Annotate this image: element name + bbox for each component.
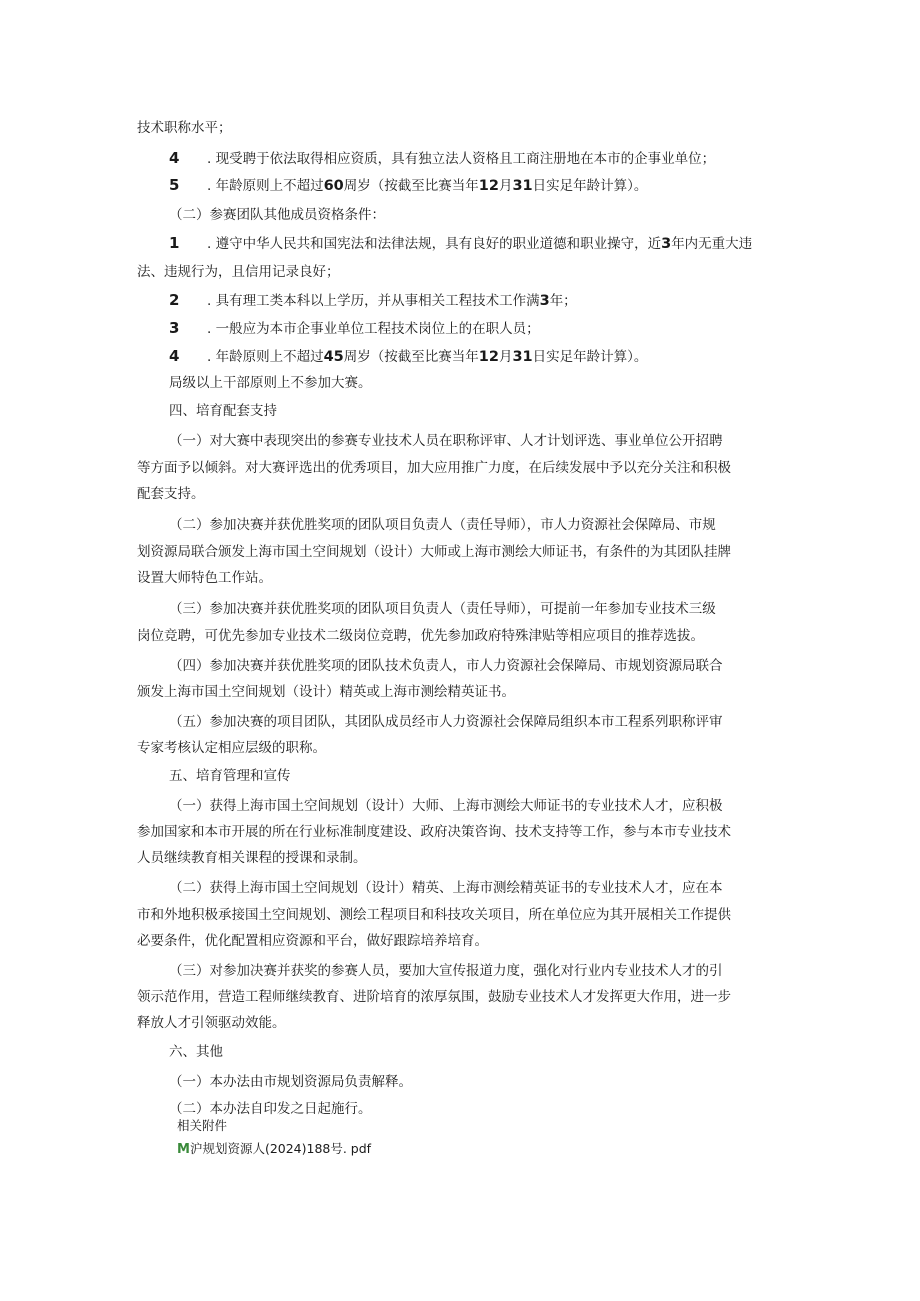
attachment-file-name[interactable]: 沪规划资源人(2024)188号. pdf bbox=[189, 1141, 372, 1156]
day-number: 31 bbox=[512, 349, 533, 365]
subsection-heading: （二）参赛团队其他成员资格条件： bbox=[169, 207, 385, 223]
text-line: 法、违规行为，且信用记录良好； bbox=[137, 264, 340, 280]
list-text: 月 bbox=[498, 178, 513, 194]
text-line: 技术职称水平； bbox=[137, 120, 232, 136]
list-number: 4 bbox=[169, 347, 180, 365]
list-item bbox=[169, 148, 829, 169]
paragraph-line: （五）参加决赛的项目团队，其团队成员经市人力资源社会保障局组织本市工程系列职称评审 bbox=[169, 714, 723, 730]
list-number: 4 bbox=[169, 149, 180, 167]
years-number: 3 bbox=[539, 293, 550, 309]
list-text: . 年龄原则上不超过 bbox=[207, 349, 324, 365]
list-text: 周岁（按截至比赛当年 bbox=[343, 178, 479, 194]
day-number: 31 bbox=[512, 178, 533, 194]
attachment-link[interactable] bbox=[177, 1140, 371, 1159]
paragraph-line: （二）获得上海市国土空间规划（设计）精英、上海市测绘精英证书的专业技术人才，应在本 bbox=[169, 880, 723, 896]
text-line: （二）本办法自印发之日起施行。 bbox=[169, 1101, 372, 1117]
list-number: 1 bbox=[169, 234, 180, 252]
list-item bbox=[169, 290, 829, 311]
pdf-file-icon: M bbox=[177, 1142, 190, 1157]
paragraph-line: 配套支持。 bbox=[137, 486, 205, 502]
list-text: . 遵守中华人民共和国宪法和法律法规，具有良好的职业道德和职业操守，近 bbox=[207, 236, 662, 252]
list-text: . 年龄原则上不超过 bbox=[207, 178, 324, 194]
paragraph-line: 颁发上海市国土空间规划（设计）精英或上海市测绘精英证书。 bbox=[137, 684, 515, 700]
paragraph-line: （三）参加决赛并获优胜奖项的团队项目负责人（责任导师），可提前一年参加专业技术三级 bbox=[169, 601, 716, 617]
paragraph-line: 市和外地积极承接国土空间规划、测绘工程项目和科技攻关项目，所在单位应为其开展相关工作提供 bbox=[137, 907, 731, 923]
list-text: . 现受聘于依法取得相应资质，具有独立法人资格且工商注册地在本市的企事业单位； bbox=[207, 151, 716, 167]
list-text: 月 bbox=[498, 349, 513, 365]
list-number: 3 bbox=[169, 319, 180, 337]
list-text: 年； bbox=[549, 293, 577, 309]
section-heading: 五、培育管理和宣传 bbox=[169, 768, 291, 784]
paragraph-line: 设置大师特色工作站。 bbox=[137, 570, 272, 586]
paragraph-line: 岗位竞聘，可优先参加专业技术二级岗位竞聘，优先参加政府特殊津贴等相应项目的推荐选拔。 bbox=[137, 628, 704, 644]
paragraph-line: 专家考核认定相应层级的职称。 bbox=[137, 740, 326, 756]
list-item bbox=[169, 233, 829, 254]
list-text: 日实足年龄计算）。 bbox=[532, 178, 648, 194]
month-number: 12 bbox=[478, 178, 499, 194]
paragraph-line: 领示范作用，营造工程师继续教育、进阶培育的浓厚氛围，鼓励专业技术人才发挥更大作用，进一步 bbox=[137, 989, 731, 1005]
list-item bbox=[169, 346, 829, 367]
attachments-label: 相关附件 bbox=[177, 1118, 228, 1133]
text-line: 局级以上干部原则上不参加大赛。 bbox=[169, 375, 372, 391]
list-text: 日实足年龄计算）。 bbox=[532, 349, 648, 365]
list-number: 5 bbox=[169, 176, 180, 194]
paragraph-line: 划资源局联合颁发上海市国土空间规划（设计）大师或上海市测绘大师证书，有条件的为其团队挂牌 bbox=[137, 544, 731, 560]
age-number: 45 bbox=[323, 349, 344, 365]
paragraph-line: （三）对参加决赛并获奖的参赛人员，要加大宣传报道力度，强化对行业内专业技术人才的引 bbox=[169, 963, 723, 979]
paragraph-line: 等方面予以倾斜。对大赛评选出的优秀项目，加大应用推广力度，在后续发展中予以充分关注和积极 bbox=[137, 460, 731, 476]
paragraph-line: 必要条件，优化配置相应资源和平台，做好跟踪培养培育。 bbox=[137, 933, 488, 949]
paragraph-line: （一）获得上海市国土空间规划（设计）大师、上海市测绘大师证书的专业技术人才，应积极 bbox=[169, 798, 723, 814]
paragraph-line: 参加国家和本市开展的所在行业标准制度建设、政府决策咨询、技术支持等工作，参与本市专业技术 bbox=[137, 824, 731, 840]
paragraph-line: （四）参加决赛并获优胜奖项的团队技术负责人，市人力资源社会保障局、市规划资源局联合 bbox=[169, 658, 723, 674]
paragraph-line: 人员继续教育相关课程的授课和录制。 bbox=[137, 850, 367, 866]
paragraph-line: （二）参加决赛并获优胜奖项的团队项目负责人（责任导师），市人力资源社会保障局、市规 bbox=[169, 517, 716, 533]
list-text: . 具有理工类本科以上学历，并从事相关工程技术工作满 bbox=[207, 293, 540, 309]
section-heading: 四、培育配套支持 bbox=[169, 403, 277, 419]
month-number: 12 bbox=[478, 349, 499, 365]
text-line: （一）本办法由市规划资源局负责解释。 bbox=[169, 1074, 412, 1090]
paragraph-line: 释放人才引领驱动效能。 bbox=[137, 1015, 286, 1031]
section-heading: 六、其他 bbox=[169, 1044, 223, 1060]
list-text: 周岁（按截至比赛当年 bbox=[343, 349, 479, 365]
list-text: 年内无重大违 bbox=[671, 236, 753, 252]
list-text: . 一般应为本市企事业单位工程技术岗位上的在职人员； bbox=[207, 321, 540, 337]
age-number: 60 bbox=[323, 178, 344, 194]
paragraph-line: （一）对大赛中表现突出的参赛专业技术人员在职称评审、人才计划评选、事业单位公开招聘 bbox=[169, 433, 723, 449]
list-item bbox=[169, 175, 829, 196]
list-item bbox=[169, 318, 829, 339]
years-number: 3 bbox=[661, 236, 672, 252]
list-number: 2 bbox=[169, 291, 180, 309]
